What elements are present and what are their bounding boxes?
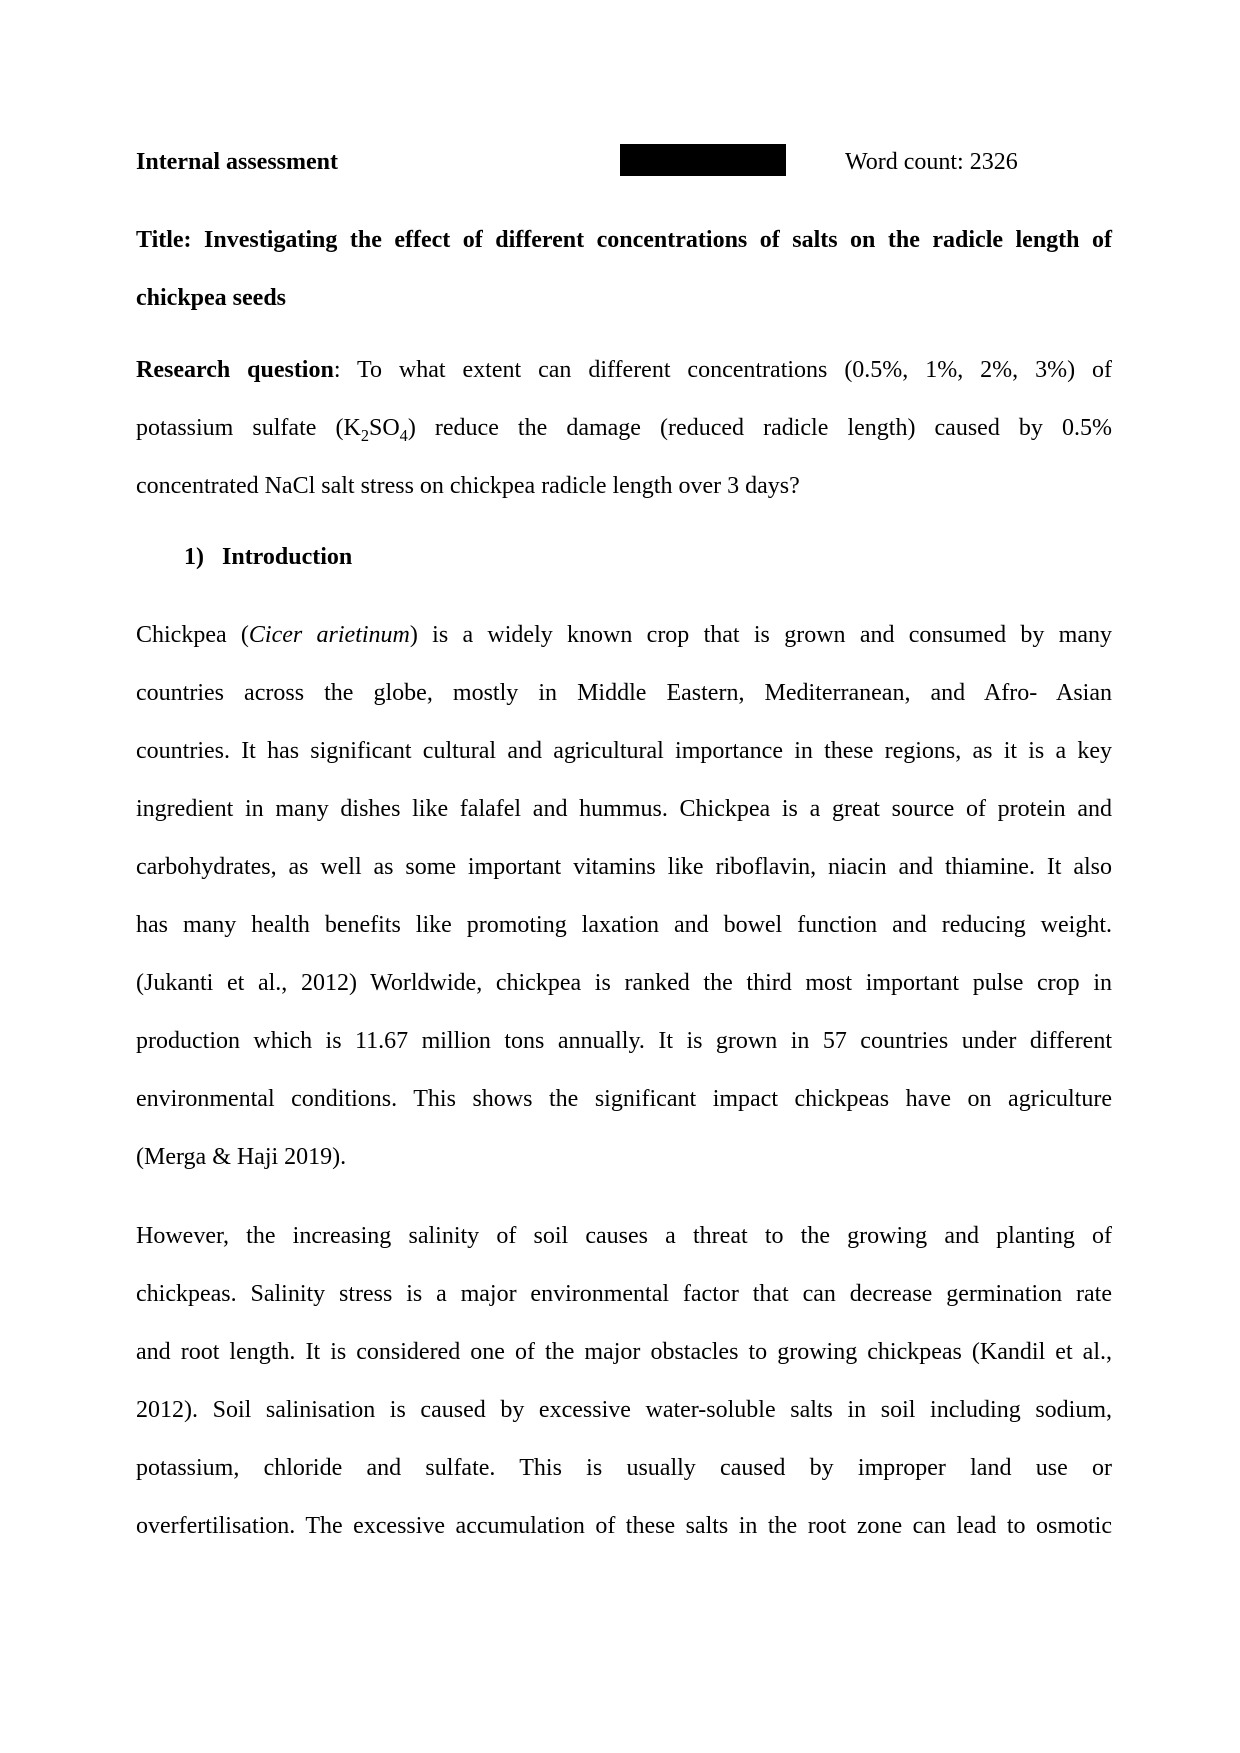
text-line — [136, 1207, 1112, 1265]
text-run: : To what extent can different concentrations (0.5%, 1%, 2%, 3%) of — [333, 357, 1113, 383]
text-run: Research question — [136, 357, 334, 383]
text-run: ingredient in many dishes like falafel and hummus. Chickpea is a great source of protein and — [136, 796, 1112, 822]
text-line — [136, 1265, 1112, 1323]
assessment-label: Internal assessment — [136, 149, 338, 175]
introduction-paragraph-2 — [136, 1207, 1112, 1555]
text-run: and root length. It is considered one of the major obstacles to growing chickpeas (Kandil et al., — [136, 1339, 1112, 1365]
text-line — [136, 457, 1112, 515]
text-line — [136, 1070, 1112, 1128]
text-run: potassium, chloride and sulfate. This is usually caused by improper land use or — [136, 1455, 1112, 1481]
text-line — [136, 664, 1112, 722]
text-run: overfertilisation. The excessive accumulation of these salts in the root zone can lead to osmotic — [136, 1513, 1112, 1539]
text-run: Cicer arietinum — [248, 622, 410, 648]
introduction-paragraph-1 — [136, 606, 1112, 1186]
text-line — [136, 341, 1112, 399]
text-run: ) is a widely known crop that is grown and consumed by many — [409, 622, 1112, 648]
text-line — [136, 399, 1112, 457]
text-run: environmental conditions. This shows the significant impact chickpeas have on agriculture — [136, 1086, 1112, 1112]
text-run: SO — [368, 415, 400, 441]
text-line — [136, 1439, 1112, 1497]
text-line — [136, 1128, 1112, 1186]
text-line — [136, 1381, 1112, 1439]
section-label: Introduction — [222, 544, 353, 570]
text-run: 2 — [360, 425, 369, 445]
text-line — [136, 1323, 1112, 1381]
text-line — [136, 896, 1112, 954]
text-run: 4 — [399, 425, 408, 445]
research-question — [136, 341, 1112, 515]
text-run: chickpeas. Salinity stress is a major environmental factor that can decrease germination rate — [136, 1281, 1112, 1307]
text-line — [136, 1497, 1112, 1555]
text-line — [136, 722, 1112, 780]
text-run: Chickpea ( — [136, 622, 249, 648]
text-run: 2012). Soil salinisation is caused by excessive water-soluble salts in soil including sodium, — [136, 1397, 1112, 1423]
text-run: countries across the globe, mostly in Middle Eastern, Mediterranean, and Afro- Asian — [136, 680, 1112, 706]
text-run: chickpea seeds — [136, 285, 286, 311]
text-run: carbohydrates, as well as some important vitamins like riboflavin, niacin and thiamine. It also — [136, 854, 1112, 880]
text-line — [136, 780, 1112, 838]
document-header — [136, 133, 1112, 191]
text-line — [136, 211, 1112, 269]
text-line — [136, 1012, 1112, 1070]
text-run: potassium sulfate (K — [136, 415, 361, 441]
section-number: 1) — [184, 544, 204, 570]
text-run: concentrated NaCl salt stress on chickpea radicle length over 3 days? — [136, 473, 800, 499]
section-heading-introduction — [136, 528, 1112, 586]
text-run: ) reduce the damage (reduced radicle length) caused by 0.5% — [407, 415, 1112, 441]
redacted-name-box — [620, 144, 786, 176]
text-run: (Merga & Haji 2019). — [136, 1144, 347, 1170]
text-run: has many health benefits like promoting laxation and bowel function and reducing weight. — [136, 912, 1112, 938]
text-line — [136, 606, 1112, 664]
text-run: However, the increasing salinity of soil causes a threat to the growing and planting of — [136, 1223, 1112, 1249]
text-run: (Jukanti et al., 2012) Worldwide, chickpea is ranked the third most important pulse crop in — [136, 970, 1112, 996]
text-run: countries. It has significant cultural and agricultural importance in these regions, as it is a key — [136, 738, 1112, 764]
text-run: Title: Investigating the effect of different concentrations of salts on the radicle length of — [136, 227, 1112, 253]
text-line — [136, 269, 1112, 327]
document-title — [136, 211, 1112, 327]
word-count-label: Word count: 2326 — [845, 149, 1018, 175]
text-line — [136, 954, 1112, 1012]
text-run: production which is 11.67 million tons annually. It is grown in 57 countries under different — [136, 1028, 1112, 1054]
text-line — [136, 838, 1112, 896]
